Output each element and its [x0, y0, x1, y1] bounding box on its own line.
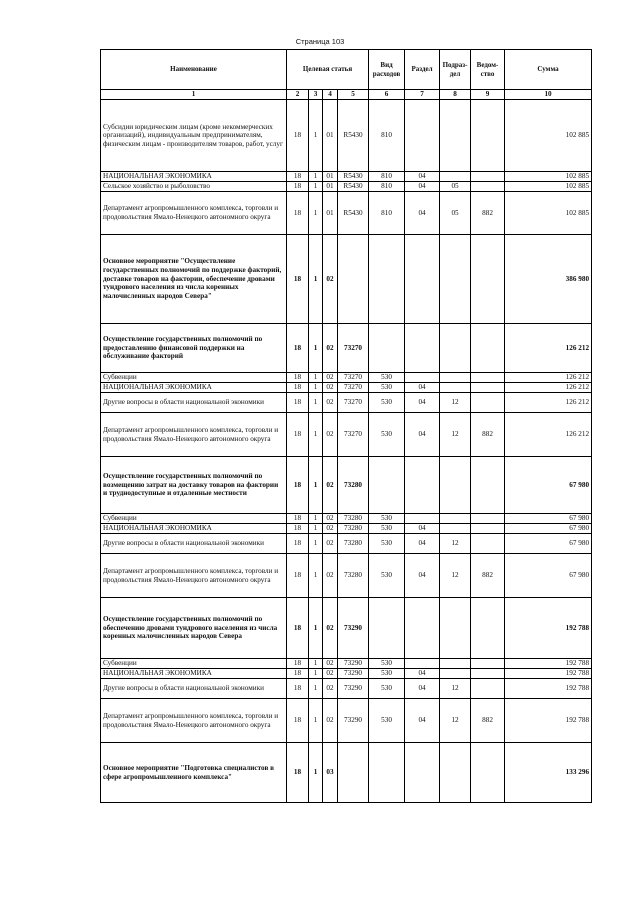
subsection-code: 12 — [440, 393, 471, 413]
header-row — [101, 50, 592, 90]
row-name: Департамент агропромышленного комплекса, торговли и продовольствия Ямало-Ненецкого автономного округа — [101, 554, 287, 598]
subsection-code — [440, 324, 471, 373]
target-activity: 02 — [323, 514, 338, 524]
row-name: Другие вопросы в области национальной экономики — [101, 534, 287, 554]
subsection-code: 12 — [440, 413, 471, 457]
target-program: 18 — [287, 457, 309, 514]
col-number: 2 — [287, 90, 309, 100]
department-code — [471, 100, 505, 172]
table-row — [101, 383, 592, 393]
col-header-target: Целевая статья — [287, 50, 369, 90]
table-row — [101, 743, 592, 803]
subsection-code — [440, 598, 471, 659]
target-subprogram: 1 — [309, 235, 323, 324]
section-code: 04 — [405, 413, 440, 457]
expense-type — [369, 743, 405, 803]
row-name: Другие вопросы в области национальной экономики — [101, 679, 287, 699]
target-program: 18 — [287, 172, 309, 182]
department-code — [471, 524, 505, 534]
section-code — [405, 100, 440, 172]
row-name: Основное мероприятие "Осуществление государственных полномочий по поддержке факторий, доставке товаров на фактории, обеспечение дровами тундрового населения из числа коренных малочисленных народов Севера" — [101, 235, 287, 324]
row-sum: 386 980 — [505, 235, 592, 324]
section-code — [405, 598, 440, 659]
target-direction: 73270 — [338, 413, 369, 457]
target-direction: R5430 — [338, 182, 369, 192]
department-code: 882 — [471, 554, 505, 598]
row-sum: 133 296 — [505, 743, 592, 803]
col-number: 8 — [440, 90, 471, 100]
target-activity: 02 — [323, 235, 338, 324]
row-sum: 126 212 — [505, 393, 592, 413]
target-program: 18 — [287, 324, 309, 373]
expense-type: 810 — [369, 182, 405, 192]
expense-type — [369, 235, 405, 324]
table-row — [101, 393, 592, 413]
target-subprogram: 1 — [309, 413, 323, 457]
table-row — [101, 524, 592, 534]
col-header-department: Ведом-ство — [471, 50, 505, 90]
row-sum: 67 980 — [505, 514, 592, 524]
row-sum: 67 980 — [505, 554, 592, 598]
target-subprogram: 1 — [309, 393, 323, 413]
page-header: Страница 103 — [295, 37, 345, 46]
row-sum: 67 980 — [505, 457, 592, 514]
row-name: Субвенции — [101, 514, 287, 524]
target-program: 18 — [287, 554, 309, 598]
row-sum: 192 788 — [505, 679, 592, 699]
target-activity: 02 — [323, 659, 338, 669]
section-code: 04 — [405, 699, 440, 743]
row-name: Департамент агропромышленного комплекса, торговли и продовольствия Ямало-Ненецкого автономного округа — [101, 192, 287, 235]
target-direction: 73290 — [338, 679, 369, 699]
expense-type: 810 — [369, 100, 405, 172]
section-code: 04 — [405, 182, 440, 192]
section-code — [405, 514, 440, 524]
expense-type: 530 — [369, 554, 405, 598]
row-name: Субвенции — [101, 373, 287, 383]
target-activity: 02 — [323, 324, 338, 373]
row-name: Основное мероприятие "Подготовка специалистов в сфере агропромышленного комплекса" — [101, 743, 287, 803]
target-subprogram: 1 — [309, 659, 323, 669]
col-number: 5 — [338, 90, 369, 100]
target-subprogram: 1 — [309, 182, 323, 192]
department-code — [471, 598, 505, 659]
table-row — [101, 373, 592, 383]
expense-type: 810 — [369, 172, 405, 182]
target-activity: 02 — [323, 534, 338, 554]
section-code: 04 — [405, 669, 440, 679]
department-code — [471, 659, 505, 669]
target-program: 18 — [287, 413, 309, 457]
table-row — [101, 235, 592, 324]
target-activity: 02 — [323, 413, 338, 457]
col-header-subsection: Подраз-дел — [440, 50, 471, 90]
target-program: 18 — [287, 192, 309, 235]
table-row — [101, 659, 592, 669]
expense-type: 530 — [369, 699, 405, 743]
target-program: 18 — [287, 393, 309, 413]
expense-type: 530 — [369, 413, 405, 457]
target-program: 18 — [287, 182, 309, 192]
row-sum: 102 885 — [505, 192, 592, 235]
table-row — [101, 669, 592, 679]
section-code — [405, 457, 440, 514]
target-activity: 02 — [323, 679, 338, 699]
expense-type: 530 — [369, 514, 405, 524]
table-row — [101, 100, 592, 172]
row-name: Осуществление государственных полномочий по возмещению затрат на доставку товаров на фактории и труднодоступные и отдаленные местности — [101, 457, 287, 514]
target-program: 18 — [287, 100, 309, 172]
target-activity: 02 — [323, 457, 338, 514]
table-row — [101, 534, 592, 554]
target-program: 18 — [287, 235, 309, 324]
target-subprogram: 1 — [309, 457, 323, 514]
row-sum: 126 212 — [505, 373, 592, 383]
col-header-expense-type: Вид расходов — [369, 50, 405, 90]
target-direction: 73280 — [338, 534, 369, 554]
subsection-code — [440, 659, 471, 669]
section-code: 04 — [405, 534, 440, 554]
section-code: 04 — [405, 172, 440, 182]
department-code — [471, 534, 505, 554]
department-code — [471, 393, 505, 413]
row-sum: 102 885 — [505, 172, 592, 182]
section-code — [405, 373, 440, 383]
subsection-code — [440, 373, 471, 383]
col-header-sum: Сумма — [505, 50, 592, 90]
target-program: 18 — [287, 669, 309, 679]
table-row — [101, 182, 592, 192]
row-name: НАЦИОНАЛЬНАЯ ЭКОНОМИКА — [101, 524, 287, 534]
target-subprogram: 1 — [309, 598, 323, 659]
target-program: 18 — [287, 383, 309, 393]
table-row — [101, 413, 592, 457]
target-direction: 73270 — [338, 373, 369, 383]
target-subprogram: 1 — [309, 743, 323, 803]
table-row — [101, 324, 592, 373]
target-program: 18 — [287, 743, 309, 803]
col-number: 4 — [323, 90, 338, 100]
row-sum: 192 788 — [505, 598, 592, 659]
target-direction: 73280 — [338, 457, 369, 514]
target-activity: 02 — [323, 699, 338, 743]
row-name: Осуществление государственных полномочий по предоставлению финансовой поддержки на обслуживание факторий — [101, 324, 287, 373]
target-direction: 73270 — [338, 324, 369, 373]
target-direction: 73270 — [338, 393, 369, 413]
target-direction: 73280 — [338, 554, 369, 598]
expense-type: 530 — [369, 393, 405, 413]
subsection-code — [440, 383, 471, 393]
row-name: НАЦИОНАЛЬНАЯ ЭКОНОМИКА — [101, 383, 287, 393]
expense-type: 530 — [369, 524, 405, 534]
department-code — [471, 324, 505, 373]
expense-type — [369, 457, 405, 514]
row-name: Департамент агропромышленного комплекса, торговли и продовольствия Ямало-Ненецкого автономного округа — [101, 699, 287, 743]
subsection-code — [440, 524, 471, 534]
target-program: 18 — [287, 699, 309, 743]
target-activity: 02 — [323, 598, 338, 659]
target-subprogram: 1 — [309, 669, 323, 679]
section-code: 04 — [405, 554, 440, 598]
table-row — [101, 457, 592, 514]
department-code — [471, 514, 505, 524]
department-code: 882 — [471, 413, 505, 457]
expense-type: 530 — [369, 373, 405, 383]
target-program: 18 — [287, 679, 309, 699]
subsection-code: 12 — [440, 679, 471, 699]
target-program: 18 — [287, 514, 309, 524]
section-code — [405, 324, 440, 373]
subsection-code: 12 — [440, 534, 471, 554]
target-activity: 02 — [323, 669, 338, 679]
target-activity: 03 — [323, 743, 338, 803]
row-sum: 67 980 — [505, 524, 592, 534]
target-subprogram: 1 — [309, 524, 323, 534]
row-sum: 67 980 — [505, 534, 592, 554]
row-name: Субсидии юридическим лицам (кроме некоммерческих организаций), индивидуальным предпринимателям, физическим лицам - производителям товаров, работ, услуг — [101, 100, 287, 172]
target-program: 18 — [287, 524, 309, 534]
subsection-code: 05 — [440, 192, 471, 235]
col-number: 1 — [101, 90, 287, 100]
table-row — [101, 192, 592, 235]
section-code: 04 — [405, 383, 440, 393]
subsection-code: 05 — [440, 182, 471, 192]
section-code: 04 — [405, 679, 440, 699]
row-name: Осуществление государственных полномочий по обеспечению дровами тундрового населения из числа коренных малочисленных народов Севера — [101, 598, 287, 659]
table-body — [101, 100, 592, 803]
department-code — [471, 669, 505, 679]
section-code: 04 — [405, 524, 440, 534]
row-name: НАЦИОНАЛЬНАЯ ЭКОНОМИКА — [101, 669, 287, 679]
subsection-code: 12 — [440, 699, 471, 743]
subsection-code — [440, 457, 471, 514]
expense-type: 530 — [369, 534, 405, 554]
target-direction: 73280 — [338, 514, 369, 524]
target-subprogram: 1 — [309, 514, 323, 524]
section-code — [405, 659, 440, 669]
expense-type: 530 — [369, 383, 405, 393]
target-direction: 73290 — [338, 699, 369, 743]
target-activity: 02 — [323, 383, 338, 393]
target-direction: 73290 — [338, 669, 369, 679]
row-sum: 102 885 — [505, 100, 592, 172]
row-sum: 126 212 — [505, 383, 592, 393]
target-program: 18 — [287, 659, 309, 669]
row-sum: 102 885 — [505, 182, 592, 192]
expense-type — [369, 598, 405, 659]
col-header-name: Наименование — [101, 50, 287, 90]
target-program: 18 — [287, 598, 309, 659]
subsection-code — [440, 235, 471, 324]
table-row — [101, 514, 592, 524]
target-subprogram: 1 — [309, 679, 323, 699]
row-name: Субвенции — [101, 659, 287, 669]
row-name: Другие вопросы в области национальной экономики — [101, 393, 287, 413]
target-activity: 01 — [323, 100, 338, 172]
budget-table — [100, 49, 592, 803]
row-name: НАЦИОНАЛЬНАЯ ЭКОНОМИКА — [101, 172, 287, 182]
target-subprogram: 1 — [309, 383, 323, 393]
target-direction: 73290 — [338, 598, 369, 659]
section-code: 04 — [405, 393, 440, 413]
target-subprogram: 1 — [309, 172, 323, 182]
row-name: Департамент агропромышленного комплекса, торговли и продовольствия Ямало-Ненецкого автономного округа — [101, 413, 287, 457]
row-sum: 192 788 — [505, 699, 592, 743]
target-activity: 01 — [323, 172, 338, 182]
target-direction: 73290 — [338, 659, 369, 669]
table-row — [101, 679, 592, 699]
target-direction: R5430 — [338, 172, 369, 182]
row-name: Сельское хозяйство и рыболовство — [101, 182, 287, 192]
expense-type: 810 — [369, 192, 405, 235]
department-code — [471, 743, 505, 803]
target-activity: 01 — [323, 182, 338, 192]
target-subprogram: 1 — [309, 699, 323, 743]
row-sum: 192 788 — [505, 669, 592, 679]
target-activity: 02 — [323, 373, 338, 383]
target-activity: 02 — [323, 554, 338, 598]
department-code — [471, 373, 505, 383]
expense-type: 530 — [369, 659, 405, 669]
subsection-code — [440, 172, 471, 182]
subsection-code — [440, 514, 471, 524]
department-code — [471, 235, 505, 324]
target-subprogram: 1 — [309, 324, 323, 373]
department-code — [471, 679, 505, 699]
col-number: 3 — [309, 90, 323, 100]
section-code — [405, 235, 440, 324]
department-code — [471, 457, 505, 514]
subsection-code — [440, 100, 471, 172]
target-direction: 73280 — [338, 524, 369, 534]
target-activity: 02 — [323, 524, 338, 534]
table-row — [101, 699, 592, 743]
expense-type: 530 — [369, 679, 405, 699]
table-row — [101, 554, 592, 598]
target-direction: 73270 — [338, 383, 369, 393]
expense-type — [369, 324, 405, 373]
target-subprogram: 1 — [309, 100, 323, 172]
target-program: 18 — [287, 373, 309, 383]
target-activity: 02 — [323, 393, 338, 413]
department-code — [471, 182, 505, 192]
subsection-code: 12 — [440, 554, 471, 598]
section-code — [405, 743, 440, 803]
target-direction: R5430 — [338, 100, 369, 172]
target-subprogram: 1 — [309, 554, 323, 598]
target-subprogram: 1 — [309, 192, 323, 235]
subsection-code — [440, 743, 471, 803]
col-number: 7 — [405, 90, 440, 100]
target-subprogram: 1 — [309, 534, 323, 554]
target-direction — [338, 235, 369, 324]
expense-type: 530 — [369, 669, 405, 679]
row-sum: 126 212 — [505, 324, 592, 373]
col-number: 6 — [369, 90, 405, 100]
department-code: 882 — [471, 699, 505, 743]
col-number: 10 — [505, 90, 592, 100]
target-subprogram: 1 — [309, 373, 323, 383]
target-program: 18 — [287, 534, 309, 554]
department-code — [471, 172, 505, 182]
table-row — [101, 172, 592, 182]
column-numbers-row — [101, 90, 592, 100]
section-code: 04 — [405, 192, 440, 235]
row-sum: 126 212 — [505, 413, 592, 457]
target-direction — [338, 743, 369, 803]
department-code — [471, 383, 505, 393]
col-number: 9 — [471, 90, 505, 100]
row-sum: 192 788 — [505, 659, 592, 669]
col-header-section: Раздел — [405, 50, 440, 90]
target-direction: R5430 — [338, 192, 369, 235]
subsection-code — [440, 669, 471, 679]
department-code: 882 — [471, 192, 505, 235]
target-activity: 01 — [323, 192, 338, 235]
table-row — [101, 598, 592, 659]
